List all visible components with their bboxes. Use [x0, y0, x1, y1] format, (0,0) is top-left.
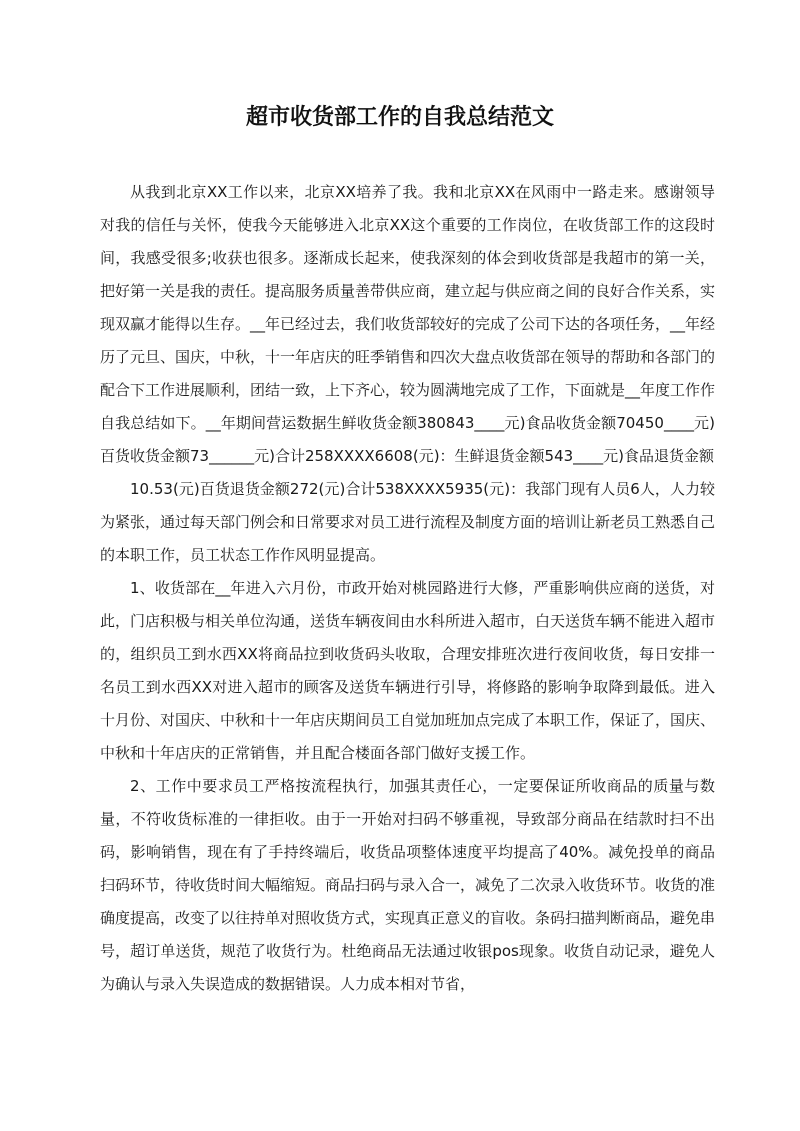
- paragraph-returns-staff: 10.53(元)百货退货金额272(元)合计538XXXX5935(元)：我部门现有人员6人，人力较为紧张，通过每天部门例会和日常要求对员工进行流程及制度方面的培训让新老员工熟悉自己的本职工作，员工状态工作作风明显提高。: [100, 480, 716, 564]
- paragraph-item-2: 2、工作中要求员工严格按流程执行，加强其责任心，一定要保证所收商品的质量与数量，不符收货标准的一律拒收。由于一开始对扫码不够重视，导致部分商品在结款时扫不出码，影响销售，现在有了手持终端后，收货品项整体速度平均提高了40%。减免投单的商品扫码环节，待收货时间大幅缩短。商品扫码与录入合一，减免了二次录入收货环节。收货的准确度提高，改变了以往持单对照收货方式，实现真正意义的盲收。条码扫描判断商品，避免串号，超订单送货，规范了收货行为。杜绝商品无法通过收银pos现象。收货自动记录，避免人为确认与录入失误造成的数据错误。人力成本相对节省，: [100, 777, 716, 993]
- document-title: 超市收货部工作的自我总结范文: [245, 105, 554, 130]
- paragraph-item-1: 1、收货部在__年进入六月份，市政开始对桃园路进行大修，严重影响供应商的送货，对此，门店积极与相关单位沟通，送货车辆夜间由水科所进入超市，白天送货车辆不能进入超市的，组织员工到水西XX将商品拉到收货码头收取，合理安排班次进行夜间收货，每日安排一名员工到水西XX对进入超市的顾客及送货车辆进行引导，将修路的影响争取降到最低。进入十月份、对国庆、中秋和十一年店庆期间员工自觉加班加点完成了本职工作，保证了，国庆、中秋和十年店庆的正常销售，并且配合楼面各部门做好支援工作。: [100, 579, 716, 762]
- paragraph-intro: 从我到北京XX工作以来，北京XX培养了我。我和北京XX在风雨中一路走来。感谢领导对我的信任与关怀，使我今天能够进入北京XX这个重要的工作岗位，在收货部工作的这段时间，我感受很多;收获也很多。逐渐成长起来，使我深刻的体会到收货部是我超市的第一关，把好第一关是我的责任。提高服务质量善带供应商，建立起与供应商之间的良好合作关系，实现双赢才能得以生存。__年已经过去，我们收货部较好的完成了公司下达的各项任务，__年经历了元旦、国庆，中秋，十一年店庆的旺季销售和四次大盘点收货部在领导的帮助和各部门的配合下工作进展顺利，团结一致，上下齐心，较为圆满地完成了工作，下面就是__年度工作作自我总结如下。__年期间营运数据生鲜收货金额380843____元)食品收货金额70450____元)百货收货金额73______元)合计258XXXX6608(元)：生鲜退货金额543____元)食品退货金额: [100, 183, 716, 465]
- document-body: [100, 176, 715, 1001]
